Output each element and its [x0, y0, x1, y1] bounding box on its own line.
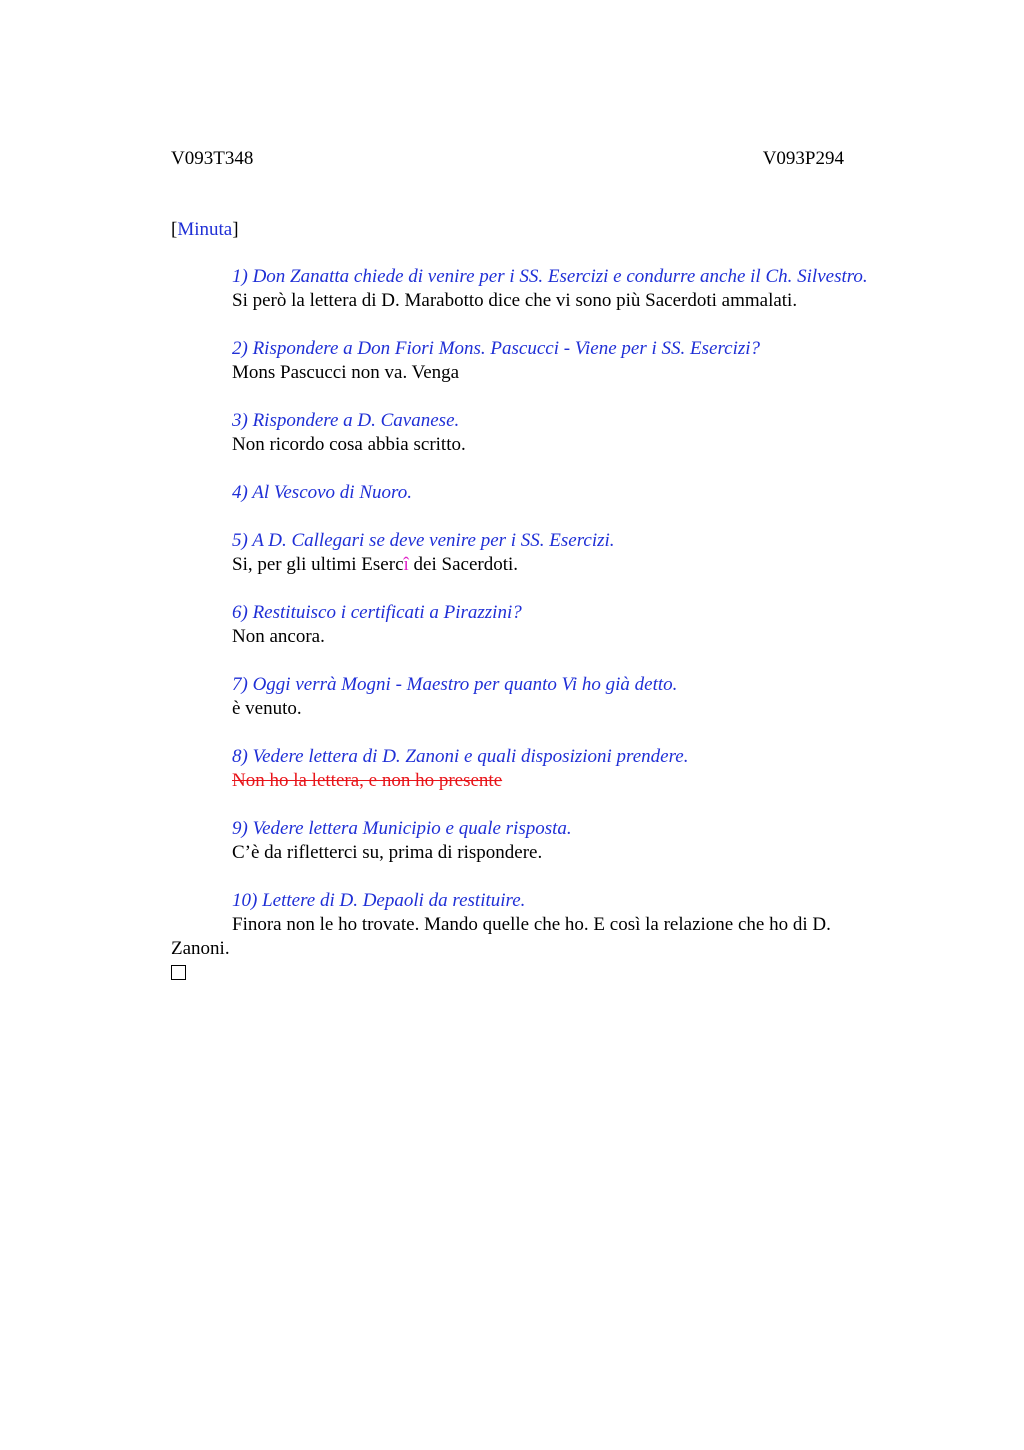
- label-close-bracket: ]: [232, 219, 239, 240]
- item-question: 10) Lettere di D. Depaoli da restituire.: [232, 890, 526, 911]
- label-open-bracket: [: [171, 219, 178, 240]
- item-answer: Finora non le ho trovate. Mando quelle che ho. E così la relazione che ho di D. Zanoni.: [171, 914, 831, 959]
- answer-text-after: dei Sacerdoti.: [408, 554, 519, 575]
- item-list: [171, 265, 884, 980]
- item-answer: Mons Pascucci non va. Venga: [232, 362, 460, 383]
- item-question: 8) Vedere lettera di D. Zanoni e quali disposizioni prendere.: [232, 746, 689, 767]
- item-answer: è venuto.: [232, 698, 302, 719]
- answer-text-before: Si, per gli ultimi Eserc: [232, 554, 404, 575]
- square-outline-icon: [171, 965, 186, 980]
- list-item: [171, 745, 884, 793]
- list-item: [171, 337, 884, 385]
- item-answer: [171, 553, 884, 577]
- item-question: 2) Rispondere a Don Fiori Mons. Pascucci - Viene per i SS. Esercizi?: [232, 338, 761, 359]
- list-item: [171, 265, 884, 313]
- item-question: 3) Rispondere a D. Cavanese.: [232, 410, 460, 431]
- list-item: [171, 601, 884, 649]
- item-answer: Non ricordo cosa abbia scritto.: [232, 434, 466, 455]
- item-answer: C’è da rifletterci su, prima di rispondere.: [232, 842, 543, 863]
- list-item: [171, 481, 884, 505]
- item-question: 7) Oggi verrà Mogni - Maestro per quanto Vi ho già detto.: [232, 674, 678, 695]
- document-type-label: [171, 218, 239, 241]
- list-item: [171, 529, 884, 577]
- item-question: 5) A D. Callegari se deve venire per i SS. Esercizi.: [232, 530, 615, 551]
- correction-mark: î: [403, 554, 409, 575]
- list-item: [171, 889, 884, 980]
- struck-text: Non ho la lettera, e non ho presente: [232, 770, 503, 791]
- item-question: 1) Don Zanatta chiede di venire per i SS. Esercizi e condurre anche il Ch. Silvestro.: [232, 266, 868, 287]
- item-answer-struck: [171, 769, 884, 793]
- document-code-right: V093P294: [762, 148, 844, 169]
- item-answer: Non ancora.: [232, 626, 325, 647]
- item-question: 6) Restituisco i certificati a Pirazzini?: [232, 602, 522, 623]
- document-code-left: V093T348: [171, 148, 254, 169]
- list-item: [171, 409, 884, 457]
- list-item: [171, 673, 884, 721]
- item-question: 9) Vedere lettera Municipio e quale risposta.: [232, 818, 572, 839]
- item-answer: Si però la lettera di D. Marabotto dice che vi sono più Sacerdoti ammalati.: [232, 290, 798, 311]
- label-text: Minuta: [177, 219, 233, 240]
- list-item: [171, 817, 884, 865]
- item-question: 4) Al Vescovo di Nuoro.: [232, 482, 412, 503]
